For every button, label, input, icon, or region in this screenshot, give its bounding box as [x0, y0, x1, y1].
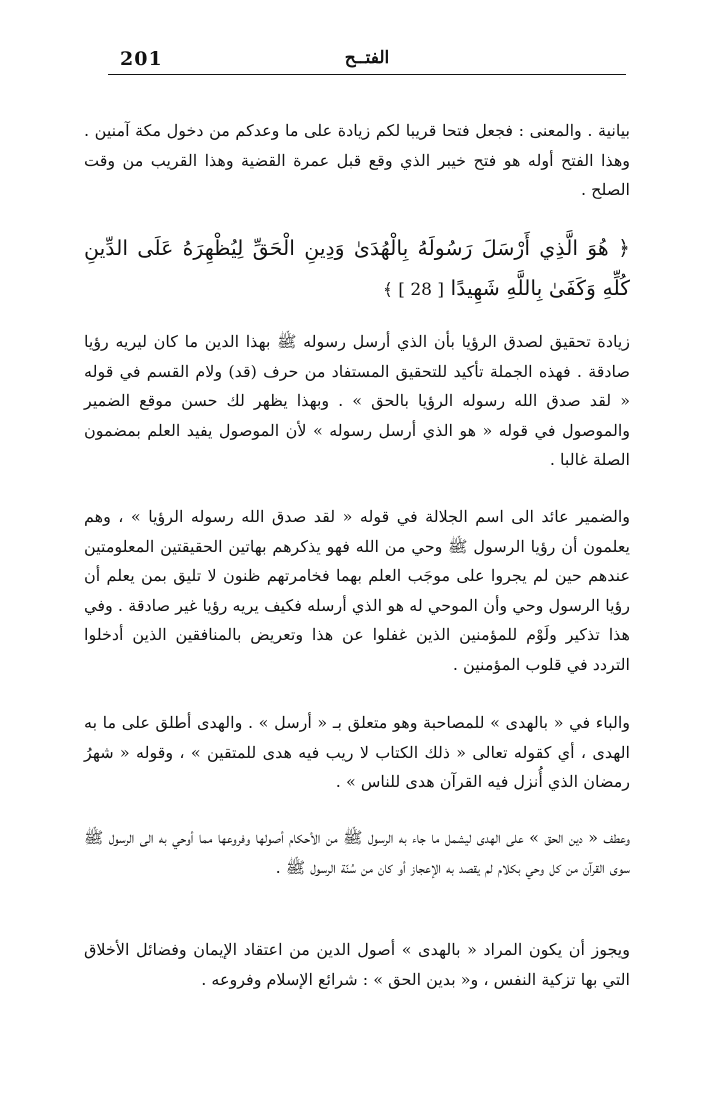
verse-text: ﴿ هُوَ الَّذِي أَرْسَلَ رَسُولَهُ بِالْهُدَىٰ وَدِينِ الْحَقِّ لِيُظْهِرَهُ عَلَى الدِّينِ كُلِّهِ وَكَفَىٰ بِاللَّهِ شَهِيدًا: [84, 236, 630, 300]
paragraph-1: بيانية . والمعنى : فجعل فتحا قريبا لكم زيادة على ما وعدكم من دخول مكة آمنين . وهذا الفتح أوله هو فتح خيبر الذي وقع قبل عمرة القضية وهذا القريب من وقت الصلح .: [84, 121, 630, 200]
paragraph-4: والباء في « بالهدى » للمصاحبة وهو متعلق بـ « أرسل » . والهدى أطلق على ما به الهدى ، أي كقوله تعالى « ذلك الكتاب لا ريب فيه هدى للمتقين » ، وقوله « شهرُ رمضان الذي أُنزل فيه القرآن هدى للناس » .: [84, 713, 630, 792]
verse-number: [ 28 ] ﴾: [382, 280, 445, 300]
page-number: 201: [120, 48, 163, 70]
page-body: [84, 0, 630, 1093]
paragraph-2: زيادة تحقيق لصدق الرؤيا بأن الذي أرسل رسوله ﷺ بهذا الدين ما كان ليريه رؤيا صادقة . فهذه الجملة تأكيد للتحقيق المستفاد من حرف (قد) ولام القسم في قوله « لقد صدق الله رسوله الرؤيا بالحق » . وبهذا يظهر لك حسن موقع الضمير والموصول في قوله « هو الذي أرسل رسوله » لأن الموصول يفيد العلم بمضمون الصلة غالبا .: [84, 332, 630, 470]
running-title: الفتــح: [344, 48, 390, 68]
quran-verse: [84, 228, 630, 310]
paragraph-6: ويجوز أن يكون المراد « بالهدى » أصول الدين من اعتقاد الإيمان وفضائل الأخلاق التي بها تزكية النفس ، و« بدين الحق » : شرائع الإسلام وفروعه .: [84, 940, 630, 989]
paragraph-3: والضمير عائد الى اسم الجلالة في قوله « لقد صدق الله رسوله الرؤيا » ، وهم يعلمون أن رؤيا الرسول ﷺ وحي من الله فهو يذكرهم بهاتين الحقيقتين المعلومتين عندهم حين لم يجروا على موجَب العلم بهما فخامرتهم ظنون لا تليق بمن يعلم أن رؤيا الرسول وحي وأن الموحي له هو الذي أرسله فكيف يريه رؤيا غير صادقة . وفي هذا تذكير ولَوْم للمؤمنين الذين غفلوا عن هذا وتعريض بالمنافقين الذين أدخلوا التردد في قلوب المؤمنين .: [84, 507, 631, 674]
paragraph-5: وعطف « دين الحق » على الهدى ليشمل ما جاء به الرسول ﷺ من الأحكام أصولها وفروعها مما أوحي به الى الرسول ﷺ سوى القرآن من كل وحي بكلام لم يقصد به الإعجاز أو كان من سُنّة الرسول ﷺ .: [84, 828, 630, 877]
